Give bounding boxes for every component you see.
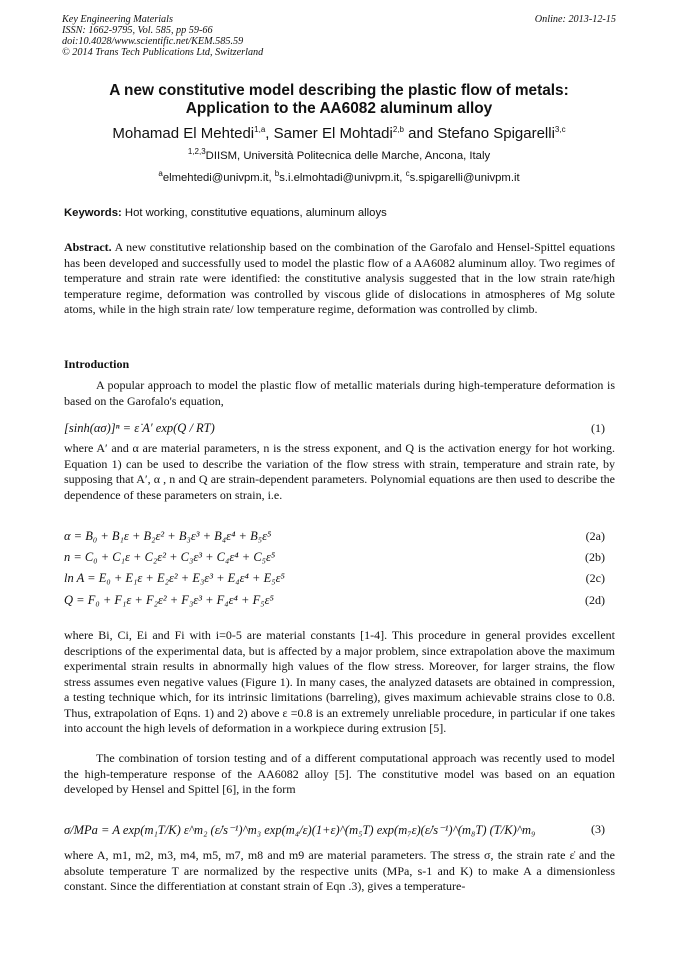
equation-2b-body: n = C₀ + C₁ε + C₂ε² + C₃ε³ + C₄ε⁴ + C₅ε⁵	[64, 550, 276, 564]
copyright: © 2014 Trans Tech Publications Ltd, Switzerland	[62, 47, 264, 58]
author-1: Mohamad El Mehtedi	[112, 125, 255, 142]
paragraph-4: The combination of torsion testing and of a different computational approach was recently used to model the high-temperature response of the AA6082 alloy [5]. The constitutive model was based on an equation developed by Hensel and Spittel [6], in the form	[64, 751, 615, 796]
keywords-text: Hot working, constitutive equations, aluminum alloys	[124, 207, 387, 219]
author-2-sup: 2,b	[392, 125, 404, 134]
title-line-1: A new constitutive model describing the plastic flow of metals:	[109, 82, 569, 99]
equation-3	[64, 822, 615, 838]
doi[interactable]: doi:10.4028/www.scientific.net/KEM.585.59	[62, 36, 244, 47]
author-sep-2: and	[403, 125, 438, 142]
equation-2c	[64, 571, 615, 587]
email-c[interactable]: s.spigarelli@univpm.it	[409, 172, 520, 184]
email-c-sup: c	[405, 169, 410, 179]
equation-3-body: σ/MPa = A exp(m₁T/K) ε^m₂ (ε̇/s⁻¹)^m₃ exp(m₄/ε)(1+ε)^(m₅T) exp(m₇ε)(ε̇/s⁻¹)^(m₈T) (T/K)^m₉	[64, 823, 536, 837]
equation-2b	[64, 550, 615, 566]
equation-2d	[64, 593, 615, 609]
author-sep-1: ,	[265, 125, 274, 142]
equation-2a-body: α = B₀ + B₁ε + B₂ε² + B₃ε³ + B₄ε⁴ + B₅ε⁵	[64, 529, 272, 543]
title-line-2: Application to the AA6082 aluminum alloy	[185, 100, 493, 117]
issn: ISSN: 1662-9795, Vol. 585, pp 59-66	[62, 25, 213, 36]
paragraph-1: A popular approach to model the plastic flow of metallic materials during high-temperature deformation is based on the Garofalo's equation,	[64, 378, 615, 408]
author-1-sup: 1,a	[254, 125, 266, 134]
paper-title	[40, 82, 638, 118]
author-3-sup: 3,c	[554, 125, 566, 134]
email-a-sup: a	[158, 169, 163, 179]
email-b[interactable]: s.i.elmohtadi@univpm.it	[279, 172, 400, 184]
author-list	[40, 125, 638, 142]
keywords	[64, 207, 624, 219]
equation-1	[64, 421, 615, 437]
paragraph-3: where Bi, Ci, Ei and Fi with i=0-5 are material constants [1-4]. This procedure in general provides excellent descriptions of the experimental data, but is affected by a major problem, since extrapolation above the maximum experimental strain results in abnormally high values of the flow stress. Moreover, for larger strains, the flow stress assumes even negative values (Figure 1). In many cases, the analyzed datasets are obtained in compression, a testing technique which, for its intrinsic limitations (barreling), gives maximum achievable strains close to 0.8. Thus, extrapolation of Eqns. 1) and 2) above ε =0.8 is an extremely unreliable procedure, in particular if one takes into account the high levels of deformation in a workpiece during extrusion [5].	[64, 628, 615, 735]
author-3: Stefano Spigarelli	[437, 125, 555, 142]
keywords-label: Keywords:	[64, 207, 122, 219]
equation-1-number: (1)	[591, 421, 605, 435]
affiliation-text: DIISM, Università Politecnica delle Marche, Ancona, Italy	[205, 150, 491, 162]
journal-name: Key Engineering Materials	[62, 14, 173, 25]
abstract-label: Abstract.	[64, 240, 112, 254]
abstract	[64, 240, 615, 318]
equation-2a	[64, 529, 615, 545]
abstract-text: A new constitutive relationship based on the combination of the Garofalo and Hensel-Spittel equations has been developed and successfully used to model the plastic flow of a AA6082 aluminum alloy. Two regimes of temperature and strain rate were identified: the constitutive analysis suggested that in the low strain rate/high temperature regime, deformation was controlled by viscous glide of dislocations in atmospheres of Mg solute atoms, while in the high strain rate/ low temperature regime, deformation was controlled by climb.	[64, 240, 615, 316]
journal-header	[62, 14, 263, 58]
email-list: $^a$elmehtedi@univpm.it, $^b$s.i.elmohtadi@univpm.it, $^c$s.spigarelli@univpm.it	[158, 169, 520, 184]
equation-2b-number: (2b)	[585, 550, 605, 564]
paragraph-5: where A, m1, m2, m3, m4, m5, m7, m8 and m9 are material parameters. The stress σ, the strain rate ε̇ and the absolute temperature T are normalized by the respective units (MPa, s-1 and K) to make A a dimensionless constant. Since the differentiation at constant strain of Eqn .3), gives a temperature-	[64, 848, 615, 893]
equation-3-number: (3)	[591, 822, 605, 836]
email-a[interactable]: elmehtedi@univpm.it	[162, 172, 269, 184]
equation-2d-number: (2d)	[585, 593, 605, 607]
equation-2d-body: Q = F₀ + F₁ε + F₂ε² + F₃ε³ + F₄ε⁴ + F₅ε⁵	[64, 593, 274, 607]
section-heading-introduction: Introduction	[64, 357, 130, 371]
paragraph-2: where A′ and α are material parameters, n is the stress exponent, and Q is the activation energy for hot working. Equation 1) can be used to describe the variation of the flow stress with strain, temperature and strain rate, by supposing that A′, α , n and Q are strain-dependent parameters. Polynomial equations are then used to describe the dependence of these parameters on strain, i.e.	[64, 441, 615, 502]
online-date: Online: 2013-12-15	[534, 14, 616, 25]
affiliation-sup: 1,2,3	[187, 147, 206, 157]
equation-2c-body: ln A = E₀ + E₁ε + E₂ε² + E₃ε³ + E₄ε⁴ + E₅ε⁵	[64, 571, 285, 585]
equation-1-body: [sinh(ασ)]ⁿ = ε̇ A′ exp(Q / RT)	[64, 421, 215, 435]
author-2: Samer El Mohtadi	[273, 125, 393, 142]
affiliation	[40, 147, 638, 162]
equation-2a-number: (2a)	[585, 529, 605, 543]
email-b-sup: b	[274, 169, 280, 179]
equation-2c-number: (2c)	[585, 571, 605, 585]
